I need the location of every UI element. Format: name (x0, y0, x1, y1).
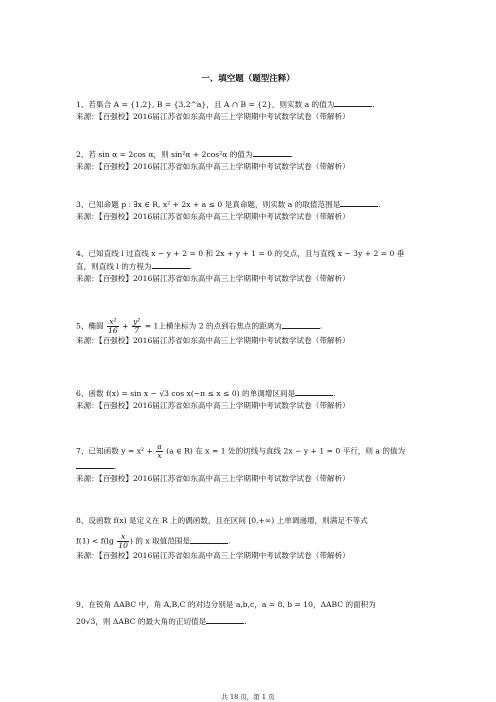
answer-blank[interactable] (190, 535, 228, 544)
answer-blank[interactable] (253, 148, 291, 157)
fraction: $\frac{a}{x}$ (157, 442, 162, 460)
page-footer: 共 18 页，第 1 页 (221, 693, 275, 701)
question-source: 来源：【百强校】2016届江苏省如东高中高三上学期期中考试数学试卷（带解析） (76, 274, 350, 283)
fraction: $\frac{\text{y²}}{7}$ (132, 317, 141, 335)
answer-blank[interactable] (295, 387, 333, 396)
answer-blank[interactable] (206, 615, 244, 624)
fraction: $\frac{x}{10}$ (118, 532, 128, 550)
question-3 (76, 198, 421, 223)
question-text: 8、设函数 f(x) 是定义在 R 上的偶函数，且在区间 [0,+∞) 上单调递增，则满足不等式 (76, 516, 368, 525)
question-1 (76, 98, 421, 123)
question-source: 来源：【百强校】2016届江苏省如东高中高三上学期期中考试数学试卷（带解析） (76, 336, 350, 345)
question-source: 来源：【百强校】2016届江苏省如东高中高三上学期期中考试数学试卷（带解析） (76, 401, 350, 410)
question-text: 4、已知直线 l 过直线 x − y + 2 = 0 和 2x + y + 1 = 0 的交点，且与直线 x − 3y + 2 = 0 垂 (76, 249, 405, 258)
question-6 (76, 387, 421, 412)
question-2 (76, 148, 421, 173)
question-text: 3、已知命题 p : ∃x ∈ R, x² + 2x + a ≤ 0 是真命题，则实数 a 的取值范围是 . (76, 200, 381, 209)
question-text: 7、已知函数 y = x² + $\frac{a}{x}$ (a ∈ R) 在 x = 1 处的切线与直线 2x − y + 1 = 0 平行，则 a 的值为 (76, 442, 406, 460)
answer-blank[interactable] (152, 260, 190, 269)
question-source: 来源：【百强校】2016届江苏省如东高中高三上学期期中考试数学试卷（带解析） (76, 212, 350, 221)
question-text: 5、椭圆 $\frac{\text{x²}}{16}$ + $\frac{\text{y²}}{7}$ = 1上横坐标为 2 的点到右焦点的距离为 . (76, 317, 323, 335)
question-source: 来源：【百强校】2016届江苏省如东高中高三上学期期中考试数学试卷（带解析） (76, 162, 350, 171)
question-5 (76, 318, 421, 347)
question-text: 1、若集合 A = {1,2}, B = {3,2^a}，且 A ∩ B = {2}，则实数 a 的值为 . (76, 100, 375, 109)
question-4 (76, 248, 421, 285)
question-8 (76, 515, 421, 562)
question-text: 9、在锐角 ΔABC 中，角 A,B,C 的对边分别是 a,b,c，a = 8, b = 10，ΔABC 的面积为 (76, 600, 376, 609)
question-text: 6、函数 f(x) = sin x − √3 cos x(−π ≤ x ≤ 0) 的单调增区间是 . (76, 389, 336, 398)
section-heading: 一、填空题（题型注释） (201, 74, 295, 84)
answer-blank[interactable] (334, 98, 372, 107)
question-7 (76, 443, 421, 485)
answer-blank[interactable] (76, 460, 114, 469)
question-text-continued: 20√3，则 ΔABC 的最大角的正切值是 . (76, 617, 247, 626)
question-text: 2、若 sin α = 2cos α，则 sin²α + 2cos²α 的值为 . (76, 150, 293, 159)
question-text-continued: f(1) < f(lg $\frac{x}{10}$ ) 的 x 取值范围是 . (76, 532, 231, 550)
question-source: 来源：【百强校】2016届江苏省如东高中高三上学期期中考试数学试卷（带解析） (76, 112, 350, 121)
question-9 (76, 599, 421, 628)
question-text-continued: . (76, 460, 421, 473)
question-source: 来源：【百强校】2016届江苏省如东高中高三上学期期中考试数学试卷（带解析） (76, 551, 350, 560)
answer-blank[interactable] (340, 198, 378, 207)
question-text-continued: 直，则直线 l 的方程为 . (76, 262, 193, 271)
fraction: $\frac{\text{x²}}{16}$ (108, 317, 118, 335)
question-source: 来源：【百强校】2016届江苏省如东高中高三上学期期中考试数学试卷（带解析） (76, 474, 350, 483)
answer-blank[interactable] (282, 320, 320, 329)
